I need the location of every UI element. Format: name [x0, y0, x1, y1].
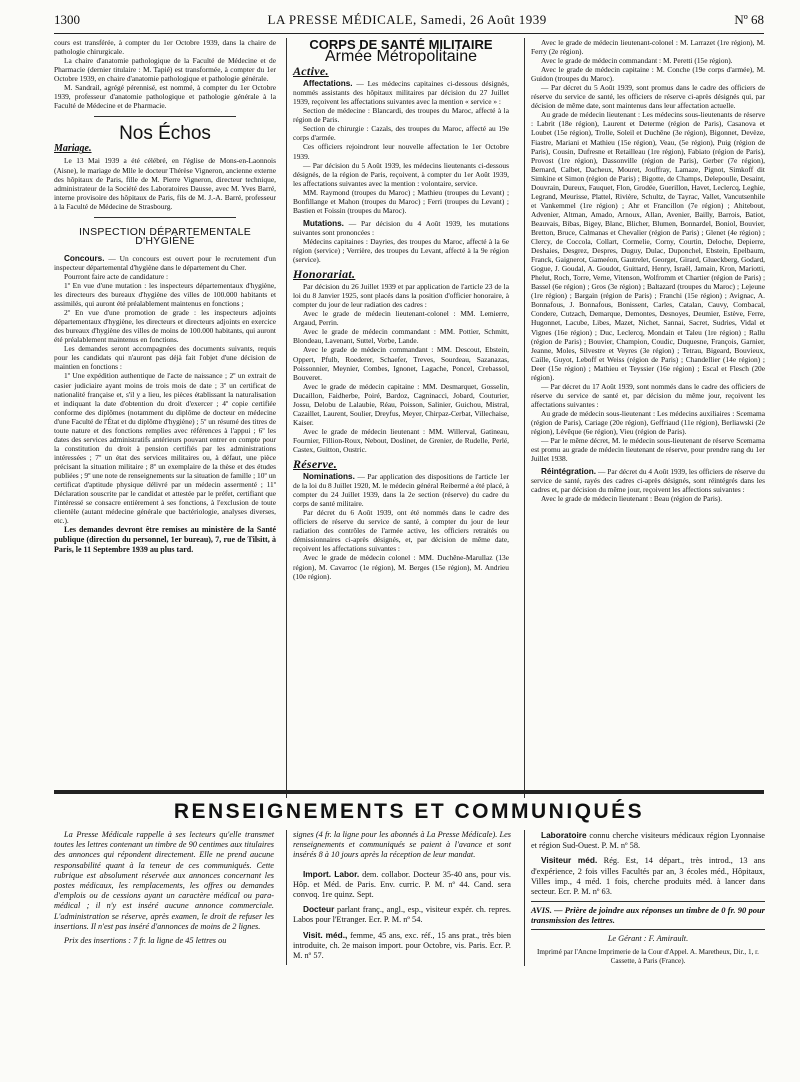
paragraph-nominations	[293, 472, 509, 508]
section-subtitle-armee: Armée Métropolitaine	[324, 48, 478, 66]
paragraph: M. Sandrail, agrégé pérennisé, est nommé, à compter du 1er Octobre 1939, professeur d'anatomie pathologique et pathologie générale à la Faculté de Médecine et de Pharmacie.	[54, 83, 276, 111]
mutations-label: Mutations.	[303, 218, 344, 228]
bottom-columns	[54, 830, 764, 1080]
paragraph: — Par le même décret, M. le médecin sous-lieutenant de réserve Scemama est promu au grade de médecin lieutenant de réserve, pour prendre rang du 1er Juillet 1938.	[531, 436, 765, 464]
imprimeur-line: Imprimé par l'Ancne Imprimerie de la Cour d'Appel. A. Maretheux, Dir., 1, r. Cassette, à Paris (France).	[537, 947, 759, 965]
subsection-title-active: Active.	[293, 64, 329, 79]
classified-ad	[531, 830, 765, 851]
paragraph: La chaire d'anatomie pathologique de la Faculté de Médecine et de Pharmacie (dernier titulaire : M. Tapié) est transformée, à compter du 1er Octobre 1939, en chaire d'anatomie pathologique et pathologie générale.	[54, 56, 276, 84]
paragraph: 1º Une expédition authentique de l'acte de naissance ; 2º un extrait de casier judiciaire ayant moins de trois mois de date ; 3º un certificat de nationalité française et, s'il y a lieu, les pièces établissant la naturalisation et indiquant la date d'obtention du droit d'exercer ; 4º copie certifiée conforme des diplômes (notamment du diplôme de docteur en médecine d'une Faculté de l'État et du diplôme d'hygiène) ; 5º un résumé des titres de toute nature et des fonctions remplies avec références à l'appui ; 6º les dates des services administratifs antérieurs pouvant entrer en compte pour la constitution du droit à pension certifiés par les administrations intéressées ; 7º un état des services militaires ou, à défaut, une pièce précisant la situation militaire ; 8º un exemplaire de la thèse et des études publiées ; 9º une note de renseignements sur la situation de famille ; 10º un certificat d'aptitude physique délivré par un médecin assermenté ; 11º Déclaration souscrite par le candidat et attestée par le préfet, certifiant que l'intéressé se consacre entièrement à ses fonctions, à l'exclusion de toute clientèle (autant médecine générale que bactériologie, analyses diverses, etc.).	[54, 371, 276, 526]
paragraph: 1º En vue d'une mutation : les inspecteurs départementaux d'hygiène, les directeurs des bureaux d'hygiène des villes de 100.000 habitants et assimilés, qui auront été préalablement maintenus en fonctions ;	[54, 280, 276, 309]
subsection-title-reserve: Réserve.	[293, 457, 338, 472]
paragraph: Les demandes seront accompagnées des documents suivants, requis pour les candidats qui n'auront pas déjà fait l'objet d'une décision de maintien en fonctions :	[54, 344, 276, 372]
paragraph: Par décision du 26 Juillet 1939 et par application de l'article 23 de la loi du 8 Janvier 1925, sont placés dans la position d'officier honoraire, à compter du jour de leur radiation des cadres :	[293, 282, 509, 310]
bottom-column-1	[54, 830, 274, 950]
paragraph: Avec le grade de médecin colonel : MM. Duchêne-Marullaz (13e région), M. Cavarroc (1e région), M. Berges (15e région), M. Andrieu (10e région).	[293, 553, 509, 581]
paragraph: — Par décret du 5 Août 1939, sont promus dans le cadre des officiers de réserve du service de santé, les officiers de réserve ci-après désignés qui, par décision de même date, sont maintenus dans leur affectation actuelle.	[531, 83, 765, 111]
paragraph-reintegration	[531, 467, 765, 494]
column-2	[286, 38, 509, 798]
classified-ad	[531, 855, 765, 897]
paragraph: — Par décret du 17 Août 1939, sont nommés dans le cadre des officiers de réserve du service de santé et, par décision du même jour, reçoivent les affectations suivantes :	[531, 381, 765, 409]
paragraph: Ces officiers rejoindront leur nouvelle affectation le 1er Octobre 1939.	[293, 142, 509, 161]
ad-text: femme, 45 ans, exc. réf., 15 ans prat., très bien introduite, ch. 2e maison import. pour Octobre, vis. Paris. Ecr. P. M. nº 57.	[293, 930, 511, 961]
page-header	[54, 12, 764, 34]
subsection-title-mariage: Mariage.	[54, 143, 92, 155]
paragraph: Avec le grade de médecin capitaine : M. Conche (19e corps d'armée), M. Guidon (troupes du Maroc).	[531, 65, 765, 84]
concours-label: Concours.	[64, 253, 105, 263]
paragraph: 2º En vue d'une promotion de grade : les inspecteurs adjoints départementaux d'hygiène, les directeurs et directeurs adjoints en exercice des bureaux d'hygiène des villes de moins de 100.000 habitants, qui auront été préalablement maintenus en fonctions.	[54, 308, 276, 345]
paragraph: Section de médecine : Blancardi, des troupes du Maroc, affecté à la région de Paris.	[293, 106, 509, 125]
mutations-text: — Par décision du 4 Août 1939, les mutations suivantes sont prononcées :	[293, 218, 509, 237]
divider	[94, 116, 236, 117]
paragraph: signes (4 fr. la ligne pour les abonnés à La Presse Médicale). Les renseignements et communiqués se paient à l'avance et sont insérés 8 à 10 jours après la réception de leur mandat.	[293, 830, 511, 860]
section-title-inspection: INSPECTION DÉPARTEMENTALE D'HYGIÈNE	[78, 225, 252, 247]
paragraph: Section de chirurgie : Cazals, des troupes du Maroc, affecté au 19e corps d'armée.	[293, 124, 509, 143]
paragraph: Avec le grade de médecin commandant : M. Peretti (15e région).	[541, 56, 733, 66]
paragraph: Par décret du 6 Août 1939, ont été nommés dans le cadre des officiers de réserve du service de santé, à compter du jour de leur radiation des contrôles de l'armée active, les officiers retraités ou démissionnaires ci-après désignés, et, par décision de même date, reçoivent les affectations suivantes :	[293, 508, 509, 554]
newspaper-page	[54, 12, 765, 965]
ad-head: Import. Labor.	[303, 868, 360, 879]
paragraph: Le 13 Mai 1939 a été célébré, en l'église de Mons-en-Laonnois (Aisne), le mariage de Mlle le docteur Thérèse Vigneron, ancienne externe des hôpitaux de Paris, fille de M. Pierre Vigneron, directeur technique, administrateur de la Société des Laboratoires Dausse, avec M. Yves Barré, interne provisoire des hôpitaux de Paris, fils de M. J.-A. Barré, professeur à la Faculté de Médecine de Strasbourg.	[54, 156, 276, 211]
subsection-title-honorariat: Honorariat.	[293, 267, 356, 282]
paragraph: Les demandes devront être remises au ministère de la Santé publique (direction du personnel, 1er bureau), 7, rue de Tilsitt, à Paris, le 11 Septembre 1939 au plus tard.	[54, 525, 276, 555]
paragraph: Avec le grade de médecin commandant : MM. Pottier, Schmitt, Blondeau, Lavenant, Suttel, Vorbe, Lande.	[293, 327, 509, 346]
paragraph: Médecins capitaines : Dayries, des troupes du Maroc, affecté à la 6e région (service) ; Verrière, des troupes du Levant, affecté à la 9e région (service).	[293, 236, 509, 265]
paragraph: Avec le grade de médecin capitaine : MM. Desmarquet, Gosselin, Ducaillon, Faidherbe, Poiré, Bardoz, Cagninacci, Jobard, Couturier, Jossu, Delobu de Lalaubie, Réau, Poisson, Salinier, Guichou, Mistral, Cazaillet, Laurent, Soulier, Dreyfus, Meyer, Chirpaz-Cerbat, Villechaise, Kaiser.	[293, 381, 509, 427]
column-3	[524, 38, 765, 798]
avis-notice: AVIS. — Prière de joindre aux réponses un timbre de 0 fr. 90 pour transmission des lettres.	[531, 901, 765, 929]
paragraph: Avec le grade de médecin lieutenant : Beau (région de Paris).	[541, 494, 723, 504]
classified-ad	[293, 869, 511, 901]
affectations-label: Affectations.	[303, 79, 353, 89]
ad-head: Visit. méd.,	[303, 929, 348, 940]
paragraph: MM. Raymond (troupes du Maroc) ; Mathieu (troupes du Levant) ; Bonfillange et Mahon (troupes du Maroc) ; Ferri (troupes du Levant) ; Bastien et Foissin (troupes du Maroc).	[293, 187, 509, 215]
ad-head: Docteur	[303, 904, 335, 915]
paragraph-mutations	[293, 219, 509, 237]
paragraph: La Presse Médicale rappelle à ses lecteurs qu'elle transmet toutes les lettres contenant un timbre de 90 centimes aux titulaires des annonces qui répondent directement. Elle ne prend aucune responsabilité quant à la teneur de ces communiqués. Cette rubrique est absolument réservée aux annonces concernant les postes médicaux, les remplacements, les offres ou demandes d'emplois ou de cessions ayant un caractère médical ou para-médical ; il n'y est inséré aucune annonce commerciale. L'administration se réserve, après examen, le droit de refuser les insertions. Il n'est pas inséré d'annonces de moins de 2 lignes.	[54, 830, 274, 931]
paragraph-affectations	[293, 79, 509, 106]
nominations-label: Nominations.	[303, 472, 355, 482]
classified-ad	[293, 904, 511, 925]
ad-text: Rég. Est, 14 départ., très introd., 13 ans d'expérience, 2 fois villes Facultés par an, 3 écoles méd., Hôpitaux, Villes imp., 4 méd. 1 fois, cherche produits méd. à lancer dans secteur. Ecr. P. M. nº 63.	[531, 856, 765, 897]
section-title-renseignements: RENSEIGNEMENTS ET COMMUNIQUÉS	[173, 800, 645, 823]
ad-head: Laboratoire	[541, 830, 587, 840]
bottom-column-3	[524, 830, 765, 966]
paragraph: Au grade de médecin lieutenant : Les médecins sous-lieutenants de réserve : Labrit (18e région), Laurent et Determe (région de Paris), Casanova et Loubet (15e région), Trolle, Soleil et Duchêne (3e région), Bigonnet, Devèze, Fiastre, Mariani et Mathieu (15e région), Veau, (5e région), Puig (région de Paris), Cousin, Dufresne et Retailleau (1re région), Fabiato (région de Paris), Provost (1re région), Dassonville (région de Paris), Gerber (7e région), Bernard, Calbet, Dacheux, Mouret, Jouffray, Lamaze, Pignot, Simkoff dit Simkine et Simon (région de Paris) ; Bigotte, de Champs, Delepoulle, Desaint, Douvrain, Dureux, Fauquet, Flon, Grodée, Guerillon, Havet, Leclercq, Leghie, Legrand, Meurisse, Plattel, Rivière, Schultz, de Tayrac, Vallet, Vancutsenhile et Vankemmel (1re région) ; Ahr et Francillon (7e région) ; Ahitebout, Advenier, Altman, Amado, Arnoux, Allan, Avenier, Bailly, Barrois, Batiot, Beauvais, Bibas, Bigey, Blanc, Blicher, Blumen, Bonnardel, Boniol, Bouvier, Bretton, Bruce, Calmanas et Chevalier (région de Paris) ; Glenet (4e région) ; Clercy, de Coccola, Collart, Cormelie, Corny, Courtin, Deloche, Depierre, Deshaies, Desgrez, Despres, Duguy, Dulac, Duponchel, Ebstein, Epelbaum, Franck, Gaignerot, Gameéon, Gautrelet, Georget, Girard, Glueckberg, Godard, Gogue, J. Goudal, A. Goudot, Guittard, Henry, Israël, Jamain, Kron, Mariotti, Phelut, Roch, Torre, Verne, Vitenson, Wolfromm et Chartier (région de Paris) ; Bassel (6e région) ; Gros (3e région) ; Baltazard (troupes du Maroc) ; Lejeune (1re région) ; Bargain (région de Paris) ; Franchi (15e région) ; Avignac, A. Bonnafous, J. Bonnafous, Bonissent, Carles, Catalan, Cauvy, Combacal, Condere, Cutzach, Demarque, Demontes, Desnoyes, Deumier, Estève, Ferre, Hugonnet, Lacube, Libes, Mazet, Nichet, Sannai, Sacret, Sudries, Vidal et Vignes (16e région) ; Duc, Leclercq, Mondain et Taleu (1re région) ; Rallu (région de Paris) ; Bouvier, Champion, Coudic, Duquesne, François, Garnier, Jeanne, Moles, Silvestre et Veyres (3e région) ; Tetrau, Bigeard, Bouvieux, Caille, Guyot, Leboff et Weiss (région de Paris) ; Chandellier (14e région) ; Deer (15e région) ; Mathieu et Teyssier (16e région) ; Escal et Flesch (20e région).	[531, 110, 765, 382]
paragraph-concours	[54, 254, 276, 272]
paragraph: cours est transférée, à compter du 1er Octobre 1939, dans la chaire de pathologie chirurgicale.	[54, 38, 276, 57]
column-1	[54, 38, 276, 798]
divider	[94, 217, 236, 218]
paragraph: — Par décision du 5 Août 1939, les médecins lieutenants ci-dessous désignés, de la région de Paris, reçoivent, à compter du 1er Août 1939, les affectations suivantes avec la mention : volontaire, service.	[293, 160, 509, 188]
paragraph: Avec le grade de médecin commandant : MM. Descout, Ebstein, Oppert, Pfulb, Roederer, Schaefer, Treves, Sourdeau, Sazanazas, Poissonnier, Meynier, Combes, Ignonet, Lagache, Poncel, Crebassol, Bouveret.	[293, 345, 509, 382]
paragraph: Avec le grade de médecin lieutenant-colonel : M. Larrazet (1re région), M. Ferry (2e région).	[531, 38, 765, 57]
ad-text: connu cherche visiteurs médicaux région Lyonnaise et région Sud-Ouest. P. M. nº 58.	[531, 831, 765, 851]
gerant-line: Le Gérant : F. Amirault.	[607, 933, 689, 943]
paragraph: Au grade de médecin sous-lieutenant : Les médecins auxiliaires : Scemama (région de Paris), Cariage (20e région), Geffriaud (11e région), Berliawski (2e région), Lévêque (6e région), Vieu (région de Paris).	[531, 408, 765, 437]
paragraph: Prix des insertions : 7 fr. la ligne de 45 lettres ou	[64, 936, 227, 946]
section-title-corps: CORPS DE SANTÉ MILITAIRE	[309, 38, 493, 52]
journal-title: LA PRESSE MÉDICALE, Samedi, 26 Août 1939	[267, 12, 547, 27]
reintegration-text: — Par décret du 4 Août 1939, les officiers de réserve du service de santé, rayés des cadres ci-après désignés, sont réintégrés dans les cadres et, par décision du même jour, reçoivent les affections suivantes :	[531, 467, 765, 495]
ad-text: dem. collabor. Docteur 35-40 ans, pour vis. Hôp. et Méd. de Paris. Env. curric. P. M. nº 44. Cand. sera convoq. 1re quinz. Sept.	[293, 869, 511, 900]
ad-text: parlant franç., angl., esp., visiteur expér. ch. repres. Labos pour l'Etranger. Ecr. P. M. nº 54.	[293, 905, 511, 925]
page-number: 1300	[54, 12, 80, 27]
section-title-echos: Nos Échos	[119, 123, 211, 145]
columns	[54, 38, 764, 798]
section-band	[54, 790, 764, 794]
ad-head: Visiteur méd.	[541, 855, 598, 866]
reintegration-label: Réintégration.	[541, 467, 597, 477]
classified-ad	[293, 930, 511, 962]
paragraph: Avec le grade de médecin lieutenant-colonel : MM. Lemierre, Argaud, Perrin.	[293, 309, 509, 328]
concours-text: — Un concours est ouvert pour le recrutement d'un inspecteur départemental d'hygiène dans le département du Cher.	[54, 253, 276, 272]
affectations-text: — Les médecins capitaines ci-dessous désignés, nommés assistants des hôpitaux militaires par décision du 27 Juillet 1939, reçoivent les affectations suivantes avec la mention « service » :	[293, 79, 509, 107]
nominations-text: — Par application des dispositions de l'article 1er de la loi du 8 Juillet 1920, M. le médecin général Reibermé a été placé, à compter du 24 Juillet 1939, dans la 2e section (réserve) du cadre du corps de santé militaire.	[293, 472, 509, 509]
bottom-column-2	[286, 830, 511, 965]
paragraph: Pourront faire acte de candidature :	[64, 271, 169, 281]
issue-number: Nº 68	[734, 12, 764, 27]
paragraph: Avec le grade de médecin lieutenant : MM. Willerval, Gatineau, Fournier, Fillion-Roux, Nebout, Doslinet, de Grenier, de Rudelle, Perlé, Castex, Guitton, Oustric.	[293, 426, 509, 454]
